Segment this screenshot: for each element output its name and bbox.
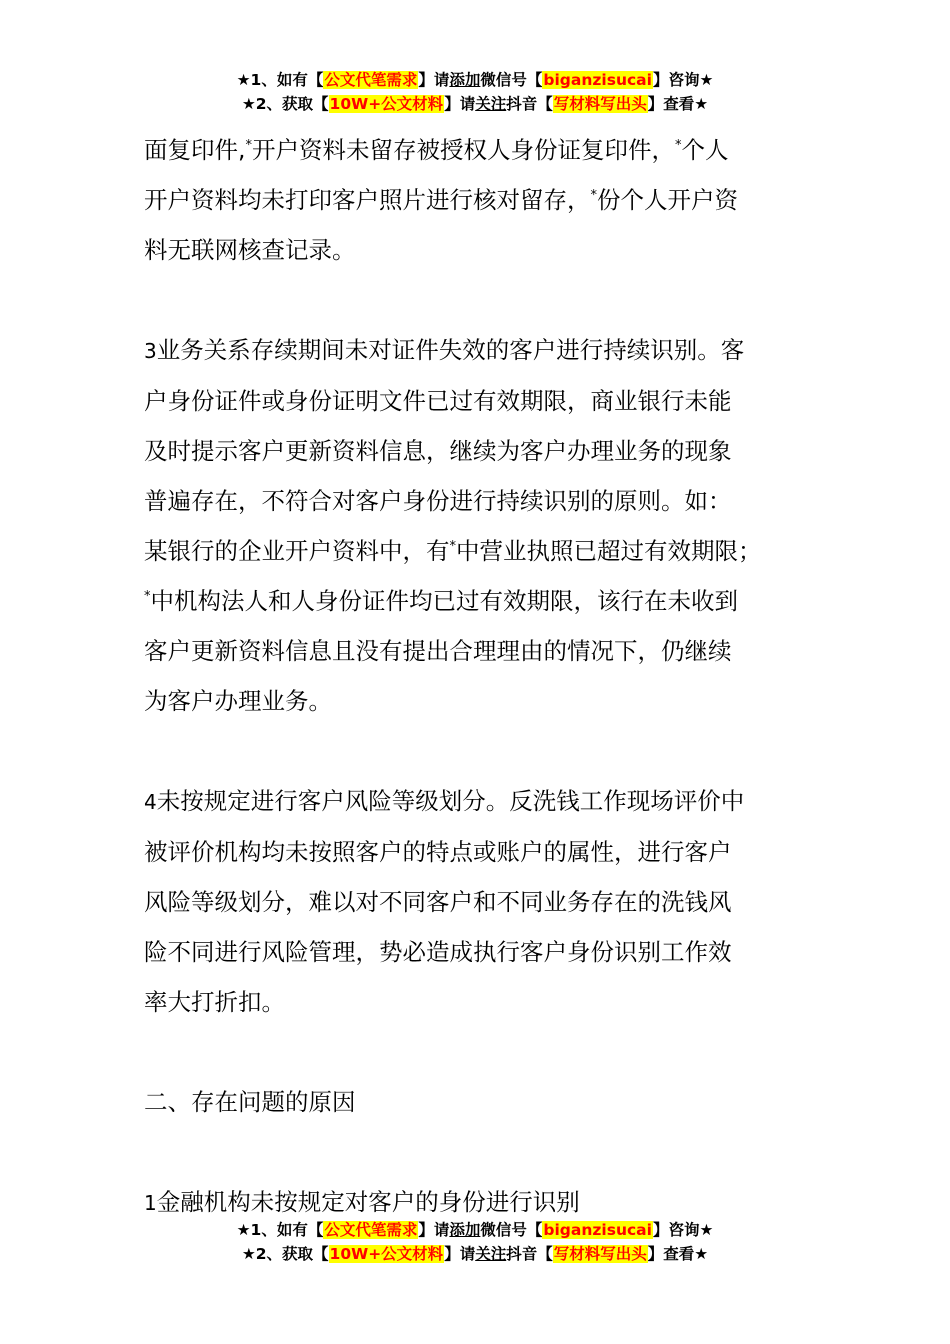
- text-line: 及时提示客户更新资料信息，继续为客户办理业务的现象: [144, 437, 732, 465]
- text-line: 1金融机构未按规定对客户的身份进行识别: [144, 1188, 580, 1216]
- text-line: 料无联网核查记录。: [144, 236, 356, 264]
- paragraph-1: [144, 125, 844, 275]
- paragraph-2: [144, 325, 844, 726]
- text-line: 开户资料均未打印客户照片进行核对留存，*份个人开户资: [144, 186, 738, 214]
- highlight-wechat-id: biganzisucai: [543, 71, 652, 89]
- banner-line-1: ★1、如有【公文代笔需求】请添加微信号【biganzisucai】咨询★: [236, 1221, 714, 1239]
- text-line: 客户更新资料信息且没有提出合理理由的情况下，仍继续: [144, 637, 732, 665]
- highlight-service: 公文代笔需求: [324, 1221, 418, 1239]
- text-line: 普遍存在，不符合对客户身份进行持续识别的原则。如：: [144, 487, 732, 515]
- text-line: 险不同进行风险管理，势必造成执行客户身份识别工作效: [144, 938, 732, 966]
- banner-line-1: ★1、如有【公文代笔需求】请添加微信号【biganzisucai】咨询★: [236, 71, 714, 89]
- document-body: [144, 125, 844, 1228]
- text-line: 某银行的企业开户资料中，有*中营业执照已超过有效期限；: [144, 537, 762, 565]
- top-banner: [0, 68, 950, 116]
- text-line: *中机构法人和人身份证件均已过有效期限，该行在未收到: [144, 587, 738, 615]
- text-line: 被评价机构均未按照客户的特点或账户的属性，进行客户: [144, 838, 732, 866]
- highlight-wechat-id: biganzisucai: [543, 1221, 652, 1239]
- text-line: 3业务关系存续期间未对证件失效的客户进行持续识别。客: [144, 336, 745, 364]
- text-line: 4未按规定进行客户风险等级划分。反洗钱工作现场评价中: [144, 787, 745, 815]
- highlight-materials: 10W+公文材料: [329, 95, 444, 113]
- highlight-materials: 10W+公文材料: [329, 1245, 444, 1263]
- text-line: 面复印件,*开户资料未留存被授权人身份证复印件，*个人: [144, 136, 729, 164]
- banner-line-2: ★2、获取【10W+公文材料】请关注抖音【写材料写出头】查看★: [241, 95, 709, 113]
- text-line: 风险等级划分，难以对不同客户和不同业务存在的洗钱风: [144, 888, 732, 916]
- banner-line-2: ★2、获取【10W+公文材料】请关注抖音【写材料写出头】查看★: [241, 1245, 709, 1263]
- text-line: 率大打折扣。: [144, 988, 285, 1016]
- highlight-douyin-id: 写材料写出头: [553, 1245, 647, 1263]
- text-line: 户身份证件或身份证明文件已过有效期限，商业银行未能: [144, 387, 732, 415]
- paragraph-3: [144, 776, 844, 1027]
- bottom-banner: [0, 1218, 950, 1266]
- text-line: 为客户办理业务。: [144, 687, 332, 715]
- highlight-douyin-id: 写材料写出头: [553, 95, 647, 113]
- section-heading: 二、存在问题的原因: [144, 1088, 356, 1116]
- highlight-service: 公文代笔需求: [324, 71, 418, 89]
